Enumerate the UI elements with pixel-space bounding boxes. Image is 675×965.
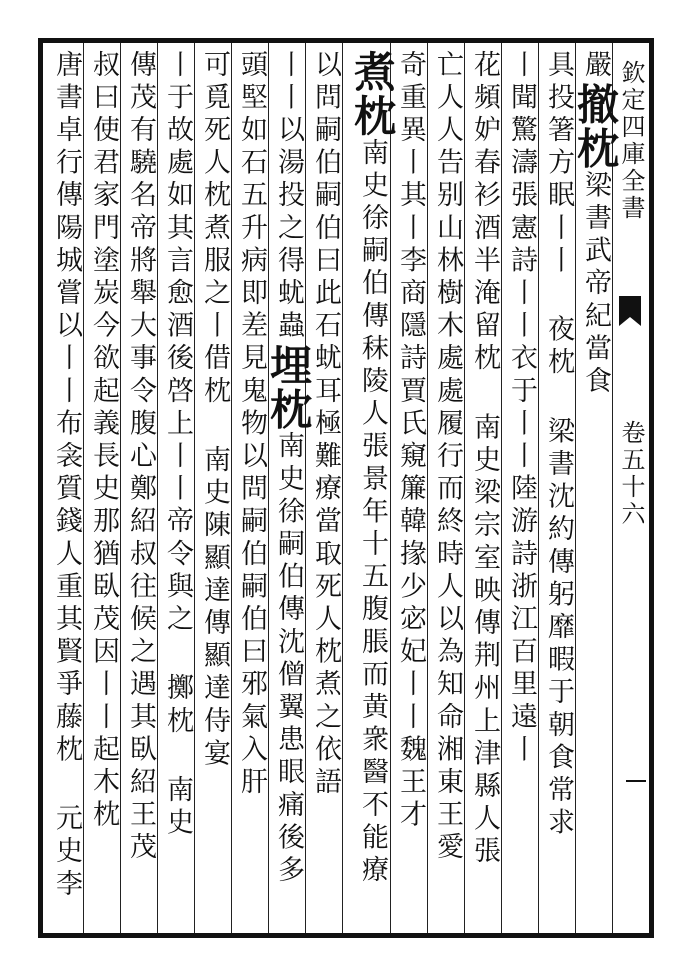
column-text: 留枕 南史梁宗室映傳荆州上津縣人張 [469, 310, 500, 870]
column-text [50, 50, 81, 669]
text-column-7 [347, 50, 397, 888]
column-text: 酒後啓上丨丨帝令與之 擲枕 南史 [162, 310, 193, 841]
column-rule [194, 43, 195, 933]
column-text: 奇重異丨其丨李商隱詩賈氏窺簾韓掾少宓妃丨丨魏王才 [395, 50, 426, 833]
column-text: 衣于丨丨陸游詩浙江百里遠丨 [506, 343, 537, 768]
book-title: 欽定四庫全書 [617, 60, 645, 222]
column-rule [427, 43, 428, 933]
text-column-11 [197, 50, 231, 771]
column-text: 亡人人告别山林樹木處處履行而終時人以為知命湘東王愛 [432, 50, 463, 865]
text-column-12 [160, 50, 194, 840]
column-text: 叔曰使君家門塗炭今欲起義長史那猶臥茂因丨丨起 [88, 50, 119, 768]
column-text: 南史徐嗣伯傳秣陵人張景年十五腹脹而黄衆醫不能療 [357, 138, 388, 888]
column-rule [342, 43, 343, 933]
volume-label: 卷五十六 [617, 420, 645, 528]
text-column-4 [467, 50, 501, 869]
text-column-14 [86, 50, 120, 832]
text-column-1 [571, 50, 620, 399]
column-rule [231, 43, 232, 933]
text-column-6 [393, 50, 427, 832]
column-rule [501, 43, 502, 933]
text-column-3 [504, 50, 538, 767]
entry-heading: 埋枕 [264, 343, 313, 432]
column-text: 嚴 [580, 50, 611, 83]
column-text: 見鬼物以問嗣伯嗣伯曰邪氣入肝 [236, 343, 267, 800]
column-rule [268, 43, 269, 933]
column-text: 丨于故處如其言愈 [162, 50, 193, 311]
column-rule [157, 43, 158, 933]
column-rule [390, 43, 391, 933]
text-column-13 [123, 50, 157, 865]
text-column-9 [264, 50, 313, 888]
column-rule [538, 43, 539, 933]
column-text: 可覓死人枕煮服之丨 [199, 50, 230, 344]
column-rule [83, 43, 84, 933]
column-rule [612, 43, 613, 933]
column-text: 丨聞驚濤張憲詩丨丨 [506, 50, 537, 344]
column-text: 南史徐嗣伯傳沈僧翼患眼痛後多 [273, 431, 304, 888]
text-column-5 [430, 50, 464, 865]
column-text: 王茂 [125, 799, 156, 866]
column-text: 梁書武帝紀當食 [580, 170, 611, 399]
text-column-10 [234, 50, 268, 800]
column-text: 唐書卓行傳陽城嘗以丨丨布衾質錢人重其賢爭 [51, 50, 82, 702]
column-text: 具 [543, 50, 574, 83]
column-text: 傳茂有驍名帝將舉大事令腹心鄭紹叔往候之遇其臥紹 [125, 50, 156, 800]
column-text: 花頻妒春衫酒半淹 [469, 50, 500, 311]
column-text: 頭堅如石五升病即差 [236, 50, 267, 344]
column-rule [575, 43, 576, 933]
column-rule [305, 43, 306, 933]
column-text: 投箸方眠丨丨 夜枕 梁書沈約傳躬靡暇于朝食常求 [543, 82, 574, 841]
column-text: 木枕 [88, 767, 119, 833]
text-column-2 [541, 50, 575, 840]
entry-heading: 煮枕 [348, 50, 397, 138]
column-text: 丨丨以湯投之得蚘蟲 [273, 50, 304, 344]
column-text [50, 669, 81, 767]
column-text: 借枕 南史陳顯達傳顯達侍宴 [199, 343, 230, 772]
entry-heading: 撤枕 [571, 82, 620, 171]
margin-tick [626, 780, 646, 782]
column-rule [120, 43, 121, 933]
column-rule [464, 43, 465, 933]
text-column-8 [308, 50, 342, 800]
column-text: 以問嗣伯嗣伯曰此石蚘耳極難療當取死人枕煮之依語 [310, 50, 341, 800]
column-text: 藤枕 元史李 [51, 702, 82, 902]
